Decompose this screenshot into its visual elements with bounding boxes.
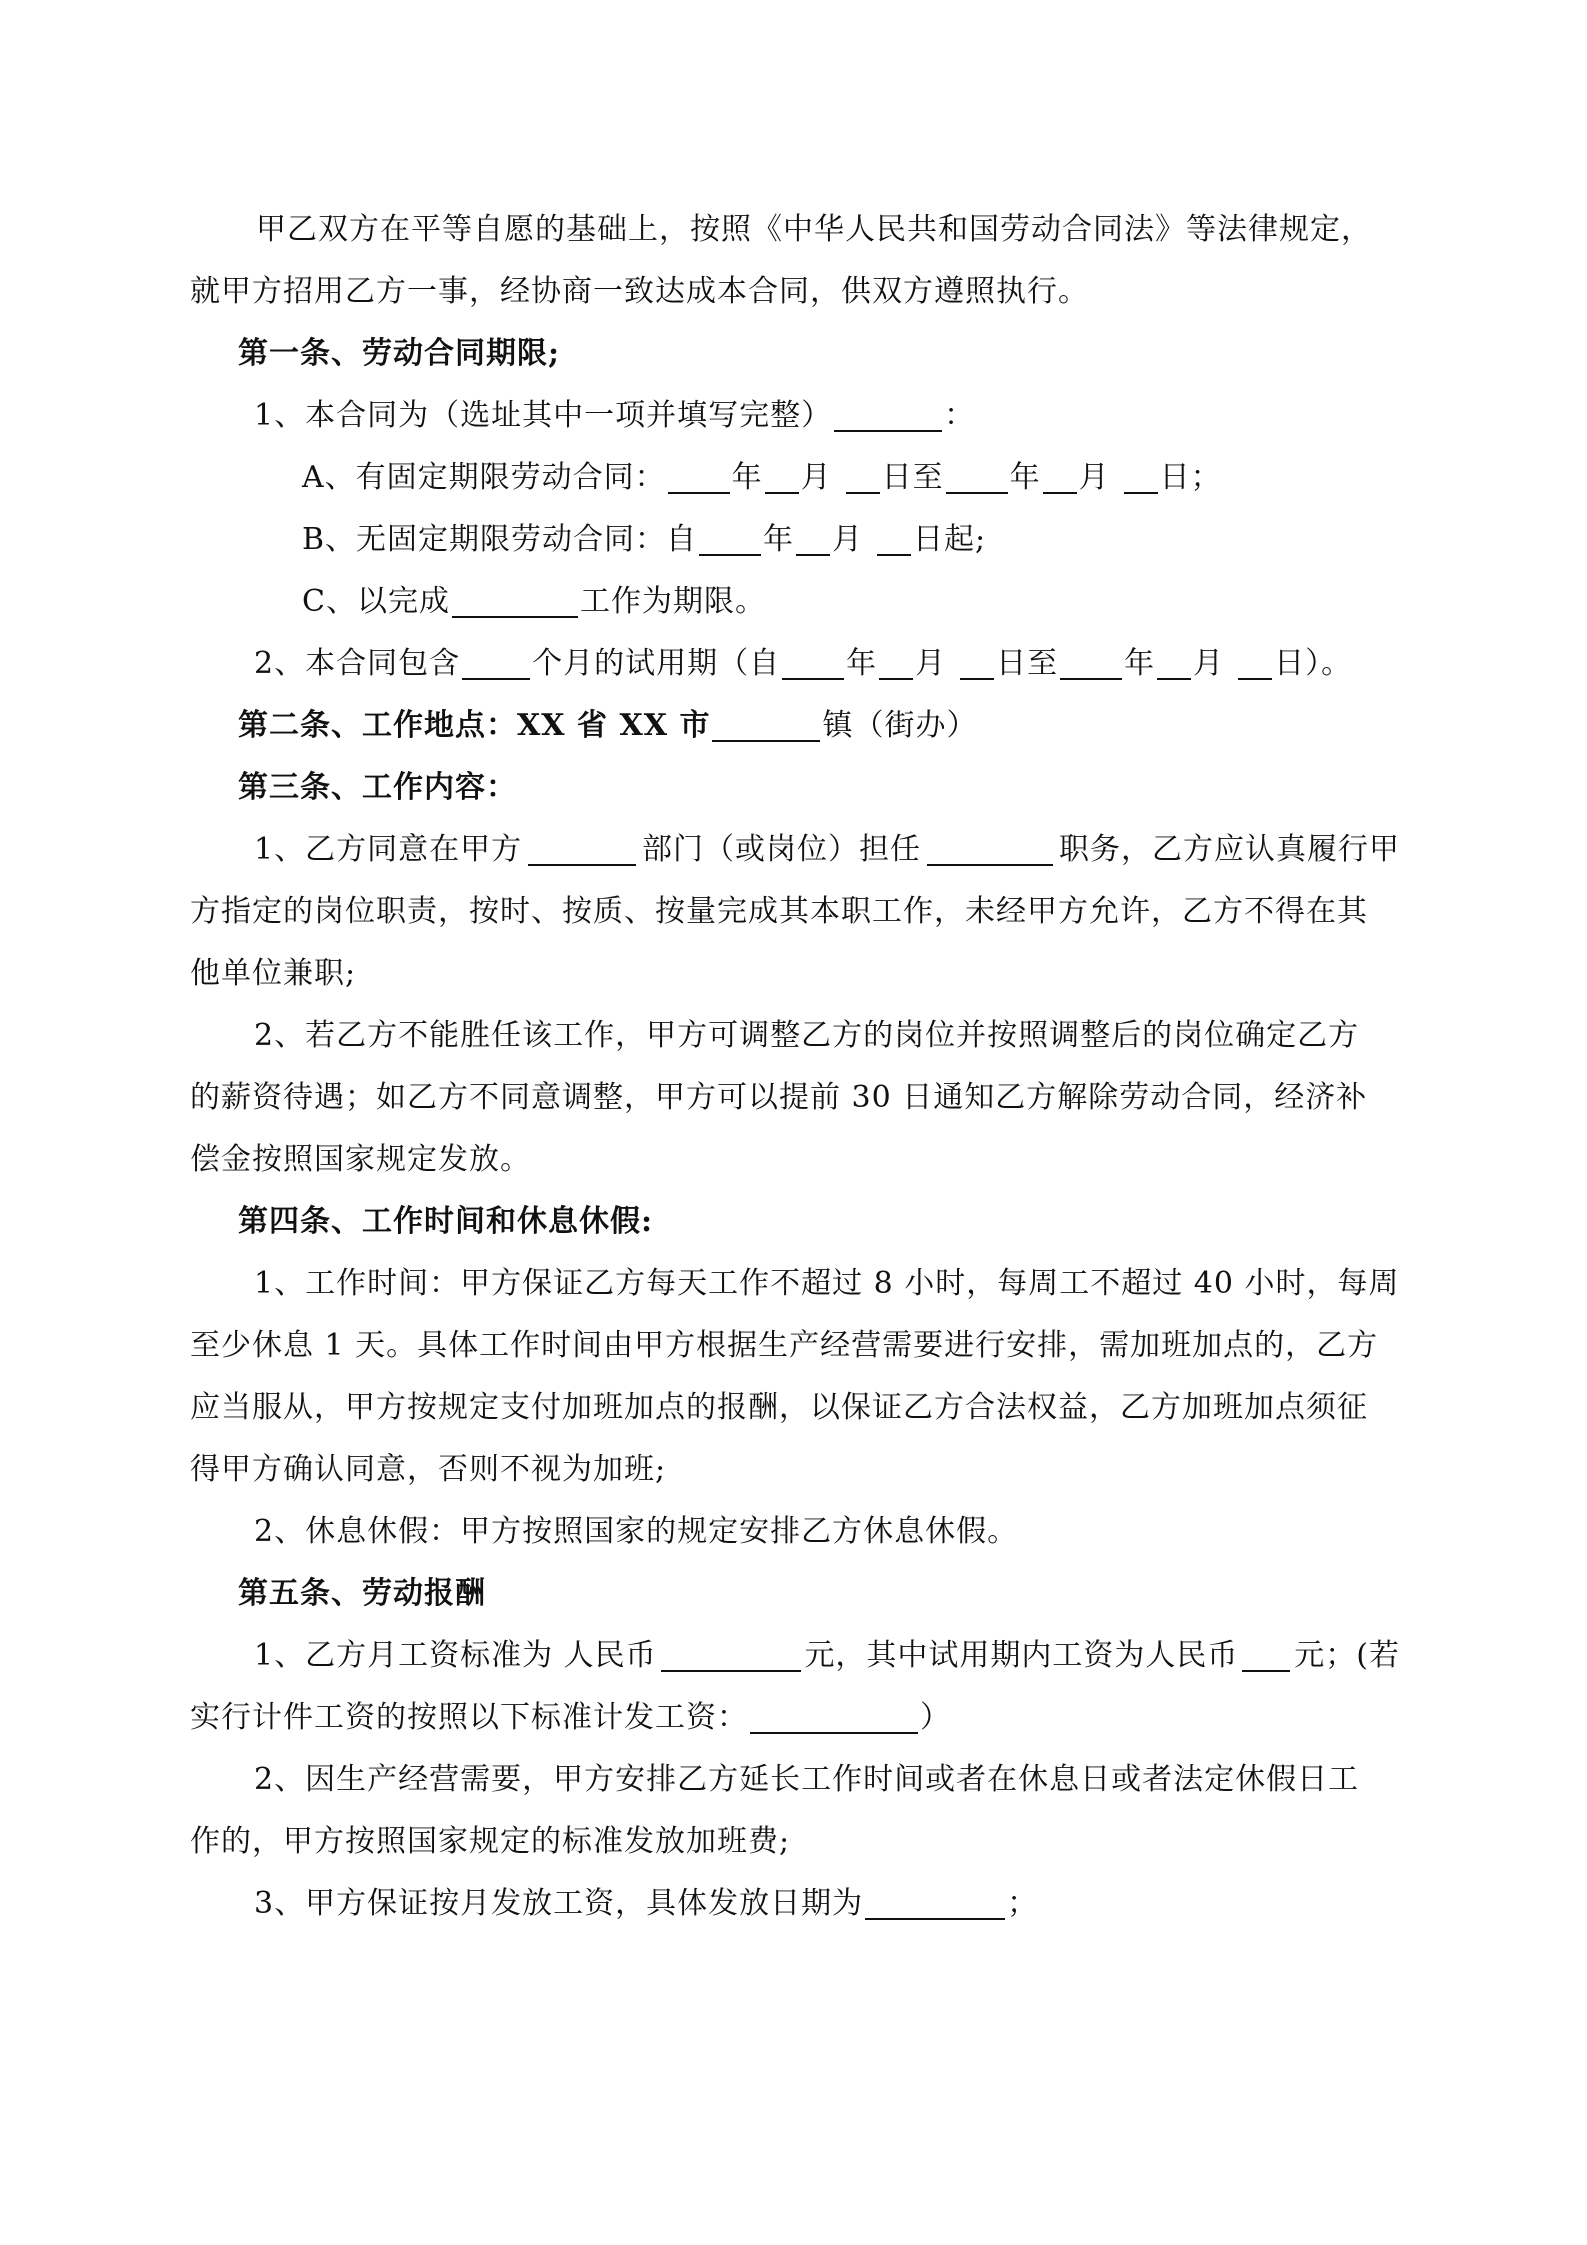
- article-4-item-2: 2、休息休假：甲方按照国家的规定安排乙方休息休假。: [254, 1514, 1019, 1549]
- blank-piece-rate[interactable]: [750, 1702, 918, 1734]
- text-segment: B、无固定期限劳动合同：自: [302, 522, 698, 557]
- text-segment: 元；(若: [1294, 1638, 1400, 1673]
- article-5-item-1-line-2: [190, 1696, 951, 1740]
- text-segment: 年: [1009, 460, 1041, 495]
- article-5-item-3: [254, 1882, 1038, 1926]
- text-segment: 1、乙方同意在甲方: [254, 832, 523, 867]
- article-3-item-1-line-2: 方指定的岗位职责，按时、按质、按量完成其本职工作，未经甲方允许，乙方不得在其: [190, 894, 1368, 929]
- blank-day[interactable]: [960, 648, 994, 680]
- intro-line-1: 甲乙双方在平等自愿的基础上，按照《中华人民共和国劳动合同法》等法律规定，: [256, 212, 1372, 247]
- text-segment: 月: [800, 460, 832, 495]
- blank-months[interactable]: [462, 648, 530, 680]
- blank-month[interactable]: [1043, 462, 1077, 494]
- text-segment: A、有固定期限劳动合同：: [302, 460, 666, 495]
- article-1-item-1: [254, 394, 975, 438]
- text-segment: 3、甲方保证按月发放工资，具体发放日期为: [254, 1886, 864, 1921]
- blank-month[interactable]: [879, 648, 913, 680]
- text-segment: 第二条、工作地点：XX 省 XX 市: [238, 708, 711, 743]
- blank-year[interactable]: [668, 462, 730, 494]
- text-segment: 月: [832, 522, 864, 557]
- article-5-item-2-line-1: 2、因生产经营需要，甲方安排乙方延长工作时间或者在休息日或者法定休假日工: [254, 1762, 1360, 1797]
- intro-line-2: 就甲方招用乙方一事，经协商一致达成本合同，供双方遵照执行。: [190, 274, 1089, 309]
- text-segment: 2、本合同包含: [254, 646, 461, 681]
- text-segment: 1、乙方月工资标准为 人民币: [254, 1638, 657, 1673]
- blank-month[interactable]: [765, 462, 799, 494]
- article-5-title: 第五条、劳动报酬: [238, 1576, 486, 1611]
- article-5-item-1-line-1: [254, 1634, 1400, 1678]
- blank-salary[interactable]: [661, 1640, 801, 1672]
- blank-year[interactable]: [699, 524, 761, 556]
- text-segment: 月: [1193, 646, 1225, 681]
- text-segment: ）: [920, 1700, 951, 1735]
- blank-day[interactable]: [846, 462, 880, 494]
- text-segment: 个月的试用期（自: [532, 646, 781, 681]
- text-segment: 日至: [881, 460, 944, 495]
- blank-month[interactable]: [796, 524, 830, 556]
- article-5-item-2-line-2: 作的，甲方按照国家规定的标准发放加班费;: [190, 1824, 791, 1859]
- text-segment: 月: [915, 646, 947, 681]
- article-4-item-1-line-4: 得甲方确认同意，否则不视为加班;: [190, 1452, 667, 1487]
- article-3-item-1-line-3: 他单位兼职;: [190, 956, 357, 991]
- blank-position[interactable]: [927, 834, 1053, 866]
- blank-day[interactable]: [1124, 462, 1158, 494]
- text-segment: 实行计件工资的按照以下标准计发工资：: [190, 1700, 748, 1735]
- text-segment: C、以完成: [302, 584, 450, 619]
- article-3-item-2-line-1: 2、若乙方不能胜任该工作，甲方可调整乙方的岗位并按照调整后的岗位确定乙方: [254, 1018, 1360, 1053]
- blank-trial-salary[interactable]: [1242, 1640, 1290, 1672]
- text-segment: 年: [763, 522, 795, 557]
- blank-day[interactable]: [1238, 648, 1272, 680]
- text-segment: 职务，乙方应认真履行甲: [1058, 832, 1400, 867]
- blank-year[interactable]: [782, 648, 844, 680]
- article-1-option-b: [302, 518, 986, 562]
- blank-year[interactable]: [946, 462, 1008, 494]
- text-segment: 日；: [1159, 460, 1222, 495]
- text-segment: 部门（或岗位）担任: [642, 832, 922, 867]
- blank-day[interactable]: [877, 524, 911, 556]
- article-3-item-1-line-1: [254, 828, 1400, 872]
- blank-field[interactable]: [834, 400, 942, 432]
- article-4-item-1-line-3: 应当服从，甲方按规定支付加班加点的报酬，以保证乙方合法权益，乙方加班加点须征: [190, 1390, 1368, 1425]
- article-4-title: 第四条、工作时间和休息休假:: [238, 1204, 654, 1239]
- blank-department[interactable]: [528, 834, 636, 866]
- blank-pay-date[interactable]: [865, 1888, 1005, 1920]
- article-1-title: 第一条、劳动合同期限;: [238, 336, 561, 371]
- text-segment: ；: [1007, 1886, 1039, 1921]
- article-3-item-2-line-2: 的薪资待遇；如乙方不同意调整，甲方可以提前 30 日通知乙方解除劳动合同，经济补: [190, 1080, 1368, 1115]
- article-1-option-c: [302, 580, 766, 624]
- blank-field[interactable]: [452, 586, 578, 618]
- blank-year[interactable]: [1060, 648, 1122, 680]
- article-4-item-1-line-1: 1、工作时间：甲方保证乙方每天工作不超过 8 小时，每周工不超过 40 小时，每周: [254, 1266, 1400, 1301]
- article-3-title: 第三条、工作内容：: [238, 770, 517, 805]
- text-segment: 镇（街办）: [822, 708, 978, 743]
- text-segment: 工作为期限。: [579, 584, 766, 619]
- text-segment: 年: [1124, 646, 1156, 681]
- text-segment: 1、本合同为（选址其中一项并填写完整）: [254, 398, 833, 433]
- article-3-item-2-line-3: 偿金按照国家规定发放。: [190, 1142, 531, 1177]
- text-segment: 元，其中试用期内工资为人民币: [804, 1638, 1239, 1673]
- text-segment: 日）。: [1274, 646, 1353, 681]
- text-segment: 日至: [996, 646, 1059, 681]
- article-4-item-1-line-2: 至少休息 1 天。具体工作时间由甲方根据生产经营需要进行安排，需加班加点的，乙方: [190, 1328, 1379, 1363]
- text-segment: 年: [846, 646, 878, 681]
- text-segment: 月: [1078, 460, 1110, 495]
- article-1-item-2: [254, 642, 1352, 686]
- article-1-option-a: [302, 456, 1222, 500]
- text-segment: ：: [944, 398, 976, 433]
- blank-town[interactable]: [712, 710, 820, 742]
- text-segment: 年: [731, 460, 763, 495]
- text-segment: 日起;: [913, 522, 987, 557]
- article-2-title: [238, 704, 977, 748]
- blank-month[interactable]: [1157, 648, 1191, 680]
